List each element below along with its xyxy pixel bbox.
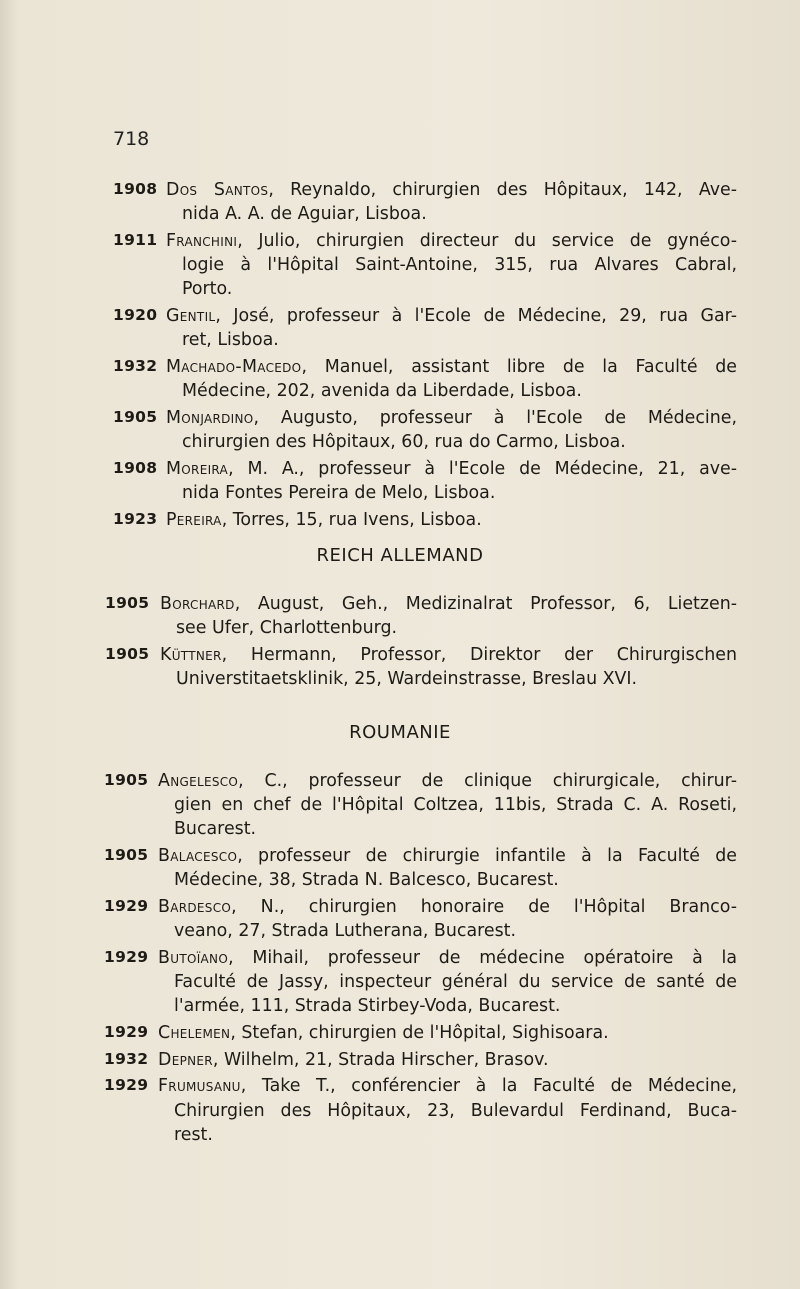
entry-year: 1908 (113, 180, 158, 198)
entry-line (174, 793, 737, 817)
entry-year: 1908 (113, 458, 158, 477)
entry-year: 1929 (104, 1023, 149, 1041)
entry-text: rest. (174, 1124, 213, 1145)
entry-line (166, 457, 737, 481)
entry-text: nida Fontes Pereira de Melo, Lisboa. (182, 482, 496, 503)
entry-name: Borchard (160, 594, 235, 614)
entry-text: , N., chirurgien honoraire de l'Hôpital Branco- (231, 897, 737, 917)
entry-text: chirurgien des Hôpitaux, 60, rua do Carmo, Lisboa. (182, 431, 626, 452)
entry-name: Chelemen (158, 1023, 231, 1043)
entry-line (182, 328, 737, 352)
entry-year: 1929 (104, 947, 149, 966)
entry-line (176, 616, 737, 640)
entry-text: Universtitaetsklinik, 25, Wardeinstrasse, Breslau XVI. (176, 669, 638, 690)
entry-line (160, 643, 737, 667)
entry-text: Faculté de Jassy, inspecteur général du service de santé de (174, 972, 737, 993)
entry-year: 1905 (104, 771, 149, 789)
entry-line (182, 379, 737, 403)
entry-line (158, 895, 737, 919)
entry-year: 1905 (113, 407, 158, 426)
entry-line (158, 946, 737, 970)
entry-text: Médecine, 202, avenida da Liberdade, Lisboa. (182, 381, 582, 402)
entry-line (174, 1123, 737, 1147)
entry-text: ret, Lisboa. (182, 330, 279, 351)
entry-year: 1905 (105, 594, 150, 612)
entry-line (166, 355, 737, 379)
entry-text: , August, Geh., Medizinalrat Professor, 6, Lietzen- (234, 594, 737, 614)
entry-year: 1929 (104, 897, 149, 915)
entry-line (182, 430, 737, 454)
entry-line (174, 919, 737, 943)
entry-year: 1905 (104, 846, 149, 865)
entry-line (176, 667, 737, 691)
entry-name: Angelesco (158, 771, 239, 791)
entry-text: , Take T., conférencier à la Faculté de Médecine, (240, 1076, 737, 1097)
entry-text: , M. A., professeur à l'Ecole de Médecine, 21, ave- (228, 458, 737, 479)
entry-line (174, 994, 737, 1018)
entry-name: Machado-Macedo (166, 356, 302, 377)
entry-text: Bucarest. (174, 819, 257, 840)
entry-name: Franchini (166, 230, 238, 251)
entry-text: , Manuel, assistant libre de la Faculté de (301, 356, 737, 377)
entry-line (182, 202, 737, 226)
page-number: 718 (113, 128, 150, 150)
entry-text: gien en chef de l'Hôpital Coltzea, 11bis, Strada C. A. Roseti, (174, 795, 737, 816)
entry-text: nida A. A. de Aguiar, Lisboa. (182, 204, 427, 225)
entry-year: 1932 (104, 1049, 149, 1068)
entry-line (182, 253, 737, 277)
entry-line (182, 277, 737, 301)
entry-name: Frumusanu (158, 1076, 241, 1097)
entry-text: Médecine, 38, Strada N. Balcesco, Bucarest. (174, 870, 559, 891)
entry-line (166, 406, 737, 430)
entry-text: Porto. (182, 279, 233, 300)
entry-line (166, 304, 737, 328)
entry-text: , Stefan, chirurgien de l'Hôpital, Sighisoara. (230, 1023, 609, 1043)
entry-line (174, 817, 737, 841)
heading-reich-allemand: REICH ALLEMAND (316, 545, 484, 566)
entry-text: Chirurgien des Hôpitaux, 23, Bulevardul Ferdinand, Buca- (174, 1100, 737, 1121)
entry-text: logie à l'Hôpital Saint-Antoine, 315, rua Alvares Cabral, (182, 255, 737, 276)
entry-name: Balacesco (158, 846, 238, 867)
entry-year: 1911 (113, 230, 158, 249)
entry-year: 1932 (113, 356, 158, 375)
entry-text: , Hermann, Professor, Direktor der Chirurgischen (221, 644, 737, 665)
entry-line (158, 769, 737, 793)
entry-name: Monjardino (166, 407, 254, 428)
entry-text: , Mihail, professeur de médecine opératoire à la (228, 947, 737, 968)
entry-line (158, 844, 737, 868)
entry-line (166, 229, 737, 253)
entry-line (158, 1021, 737, 1045)
entry-year: 1920 (113, 306, 158, 324)
entry-name: Pereira (166, 509, 222, 530)
entry-line (174, 1099, 737, 1123)
entry-year: 1923 (113, 509, 158, 528)
entry-line (166, 508, 737, 532)
entry-line (174, 868, 737, 892)
entry-line (182, 481, 737, 505)
entry-text: , Augusto, professeur à l'Ecole de Médecine, (253, 407, 737, 428)
entry-text: , Torres, 15, rua Ivens, Lisboa. (221, 509, 482, 530)
entry-year: 1905 (105, 644, 150, 663)
entry-line (166, 178, 737, 202)
entry-line (160, 592, 737, 616)
entry-name: Küttner (160, 644, 222, 665)
entry-text: , Julio, chirurgien directeur du service de gynéco- (237, 230, 737, 251)
entry-text: , José, professeur à l'Ecole de Médecine, 29, rua Gar- (215, 306, 737, 326)
heading-roumanie: ROUMANIE (349, 722, 451, 743)
entry-name: Butoïano (158, 947, 229, 968)
entry-line (158, 1048, 737, 1072)
entry-year: 1929 (104, 1076, 149, 1095)
entry-text: l'armée, 111, Strada Stirbey-Voda, Bucarest. (174, 996, 561, 1017)
entry-text: , professeur de chirurgie infantile à la Faculté de (237, 846, 737, 867)
entry-line (158, 1074, 737, 1098)
entry-name: Depner (158, 1049, 213, 1070)
entry-name: Moreira (166, 458, 229, 479)
entry-name: Bardesco (158, 897, 232, 917)
entry-text: , C., professeur de clinique chirurgicale, chirur- (238, 771, 737, 791)
entry-text: see Ufer, Charlottenburg. (176, 618, 398, 639)
entry-text: veano, 27, Strada Lutherana, Bucarest. (174, 921, 516, 942)
entry-name: Gentil (166, 306, 216, 326)
entry-text: , Wilhelm, 21, Strada Hirscher, Brasov. (212, 1049, 549, 1070)
entry-line (174, 970, 737, 994)
entry-text: , Reynaldo, chirurgien des Hôpitaux, 142, Ave- (268, 180, 737, 200)
entry-name: Dos Santos (166, 180, 269, 200)
